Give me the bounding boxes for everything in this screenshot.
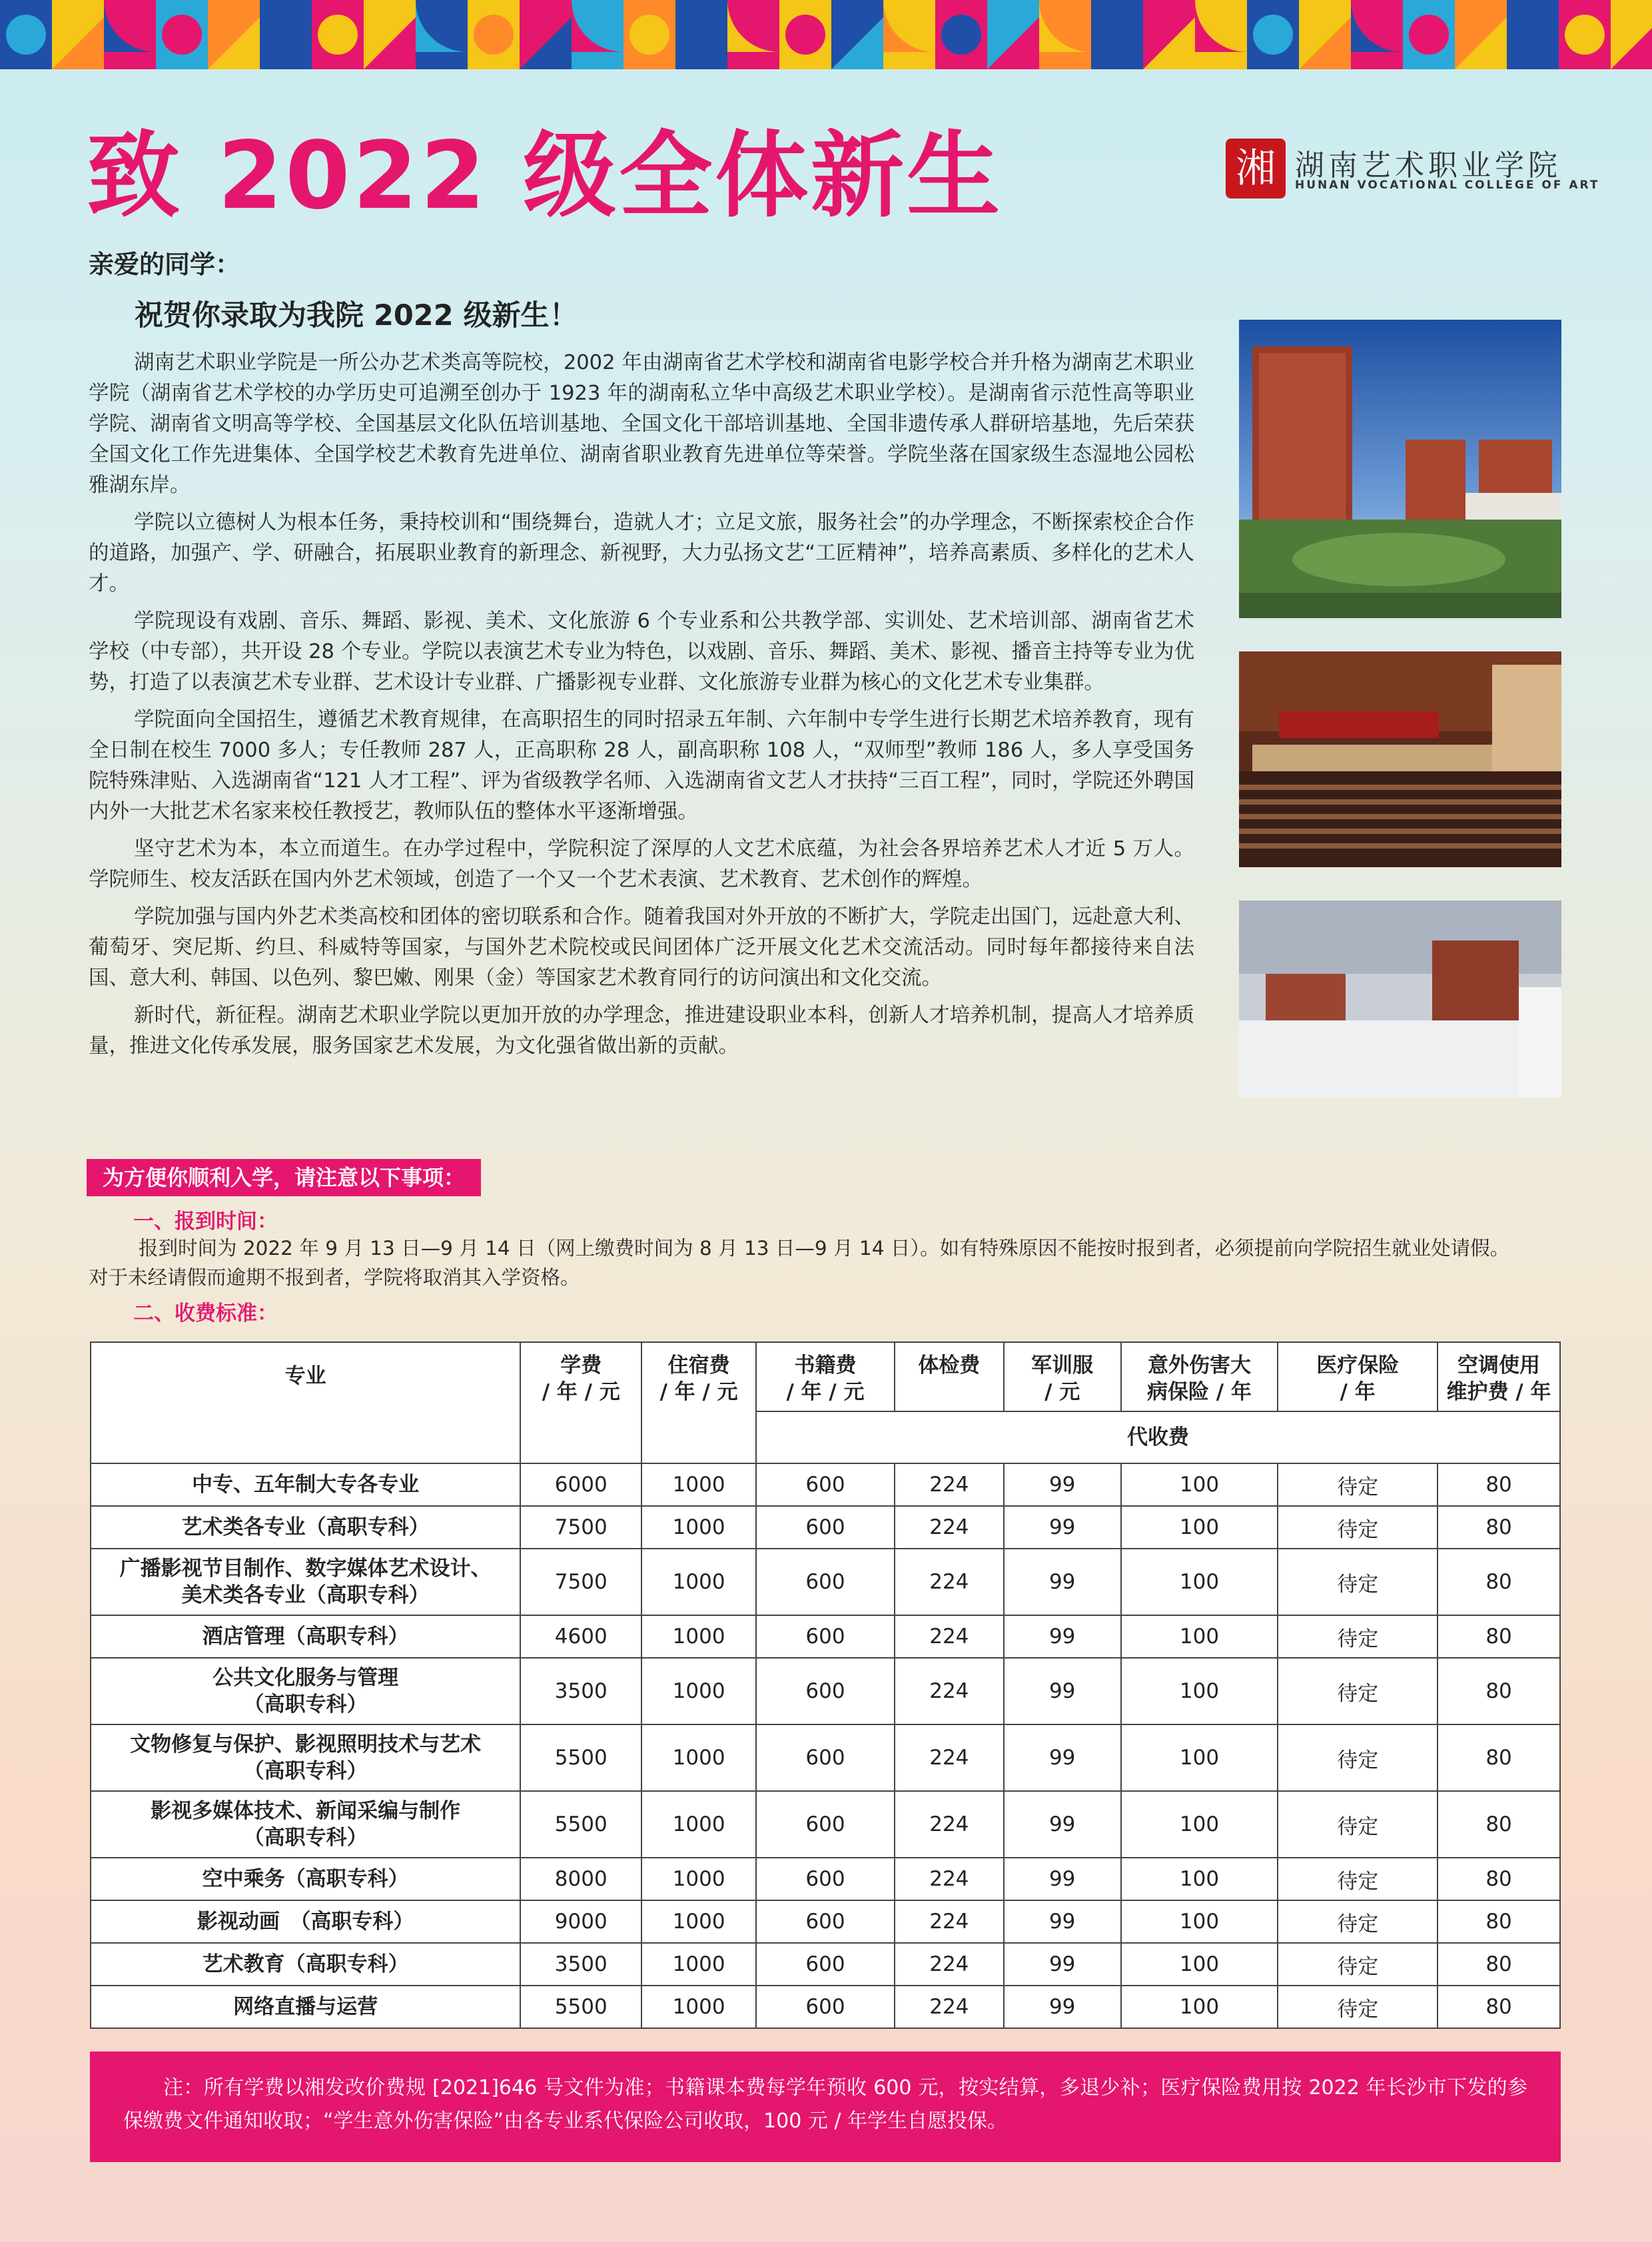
cell-books: 600	[756, 1791, 895, 1858]
cell-major	[91, 1943, 520, 1986]
cell-accident-insurance: 100	[1121, 1900, 1278, 1943]
registration-text	[89, 1234, 1574, 1292]
section-title-fees: 二、收费标准：	[133, 1302, 278, 1325]
major-line: 广播影视节目制作、数字媒体艺术设计、	[119, 1557, 492, 1581]
major-line: 中专、五年制大专各专业	[192, 1473, 420, 1497]
major-line: 文物修复与保护、影视照明技术与艺术	[130, 1732, 482, 1756]
cell-major	[91, 1506, 520, 1549]
header-line: / 年 / 元	[659, 1380, 738, 1404]
cell-medical-exam: 224	[895, 1724, 1004, 1791]
cell-health-insurance: 待定	[1278, 1791, 1438, 1858]
cell-accident-insurance: 100	[1121, 1615, 1278, 1658]
major-line: （高职专科）	[243, 1759, 368, 1783]
table-row	[91, 1791, 1560, 1858]
registration-line: 对于未经请假而逾期不报到者，学院将取消其入学资格。	[89, 1266, 580, 1289]
table-row	[91, 1943, 1560, 1986]
cell-books: 600	[756, 1615, 895, 1658]
cell-ac-fee: 80	[1438, 1549, 1560, 1615]
cell-uniform: 99	[1004, 1858, 1121, 1900]
paragraph: 学院现设有戏剧、音乐、舞蹈、影视、美术、文化旅游 6 个专业系和公共教学部、实训处、艺术培训部、湖南省艺术学校（中专部），共开设 28 个专业。学院以表演艺术专业为特色，以戏剧、音乐、舞蹈、美术、影视、播音主持等专业为优势，打造了以表演艺术专业群、艺术设计专业群、广播影视专业群、文化旅游专业群为核心的文化艺术专业集群。	[89, 609, 1194, 694]
header-line: 维护费 / 年	[1446, 1380, 1551, 1404]
cell-accident-insurance: 100	[1121, 1943, 1278, 1986]
paragraph: 学院面向全国招生，遵循艺术教育规律，在高职招生的同时招录五年制、六年制中专学生进行长期艺术培养教育，现有全日制在校生 7000 多人；专任教师 287 人，正高职称 28 人，副高职称 108 人，“双师型”教师 186 人，多人享受国务院特殊津贴、入选湖南省“121 人才工程”、评为省级教学名师、入选湖南省文艺人才扶持“三百工程”，同时，学院还外聘国内外一大批艺术名家来校任教授艺，教师队伍的整体水平逐渐增强。	[89, 708, 1194, 823]
cell-ac-fee: 80	[1438, 1463, 1560, 1506]
cell-dorm: 1000	[641, 1858, 756, 1900]
major-line: （高职专科）	[243, 1826, 368, 1850]
cell-ac-fee: 80	[1438, 1943, 1560, 1986]
header-health-insurance	[1278, 1342, 1438, 1411]
header-tuition	[520, 1342, 641, 1463]
cell-dorm: 1000	[641, 1549, 756, 1615]
cell-ac-fee: 80	[1438, 1615, 1560, 1658]
cell-tuition: 3500	[520, 1943, 641, 1986]
cell-uniform: 99	[1004, 1900, 1121, 1943]
cell-books: 600	[756, 1549, 895, 1615]
cell-uniform: 99	[1004, 1724, 1121, 1791]
header-line: 医疗保险	[1316, 1353, 1400, 1377]
header-accident-insurance	[1121, 1342, 1278, 1411]
cell-major	[91, 1900, 520, 1943]
header-line: / 年 / 元	[542, 1380, 620, 1404]
cell-accident-insurance: 100	[1121, 1463, 1278, 1506]
seal-icon: 湘	[1226, 139, 1286, 198]
table-row	[91, 1658, 1560, 1724]
table-row	[91, 1549, 1560, 1615]
cell-major	[91, 1658, 520, 1724]
cell-health-insurance: 待定	[1278, 1463, 1438, 1506]
cell-dorm: 1000	[641, 1506, 756, 1549]
campus-photo-buildings	[1239, 320, 1561, 618]
cell-books: 600	[756, 1900, 895, 1943]
cell-medical-exam: 224	[895, 1986, 1004, 2028]
cell-major	[91, 1615, 520, 1658]
major-line: 网络直播与运营	[233, 1995, 378, 2019]
cell-tuition: 7500	[520, 1549, 641, 1615]
campus-photo-snow	[1239, 901, 1561, 1098]
cell-tuition: 7500	[520, 1506, 641, 1549]
cell-medical-exam: 224	[895, 1858, 1004, 1900]
cell-dorm: 1000	[641, 1986, 756, 2028]
major-line: 影视动画 （高职专科）	[197, 1910, 414, 1934]
notice-banner: 为方便你顺利入学，请注意以下事项：	[87, 1159, 481, 1196]
fee-note: 注：所有学费以湘发改价费规 [2021]646 号文件为准；书籍课本费每学年预收 600 元，按实结算，多退少补；医疗保险费用按 2022 年长沙市下发的参保缴费文件通知收取；“学生意外伤害保险”由各专业系代保险公司收取，100 元 / 年学生自愿投保。	[90, 2052, 1561, 2162]
cell-health-insurance: 待定	[1278, 1986, 1438, 2028]
campus-photo-auditorium	[1239, 651, 1561, 867]
cell-dorm: 1000	[641, 1615, 756, 1658]
table-row	[91, 1900, 1560, 1943]
cell-tuition: 3500	[520, 1658, 641, 1724]
congratulations-line: 祝贺你录取为我院 2022 级新生！	[135, 299, 578, 332]
header-books	[756, 1342, 895, 1411]
cell-tuition: 5500	[520, 1986, 641, 2028]
cell-uniform: 99	[1004, 1615, 1121, 1658]
cell-dorm: 1000	[641, 1943, 756, 1986]
cell-major	[91, 1549, 520, 1615]
cell-medical-exam: 224	[895, 1900, 1004, 1943]
page-title: 致 2022 级全体新生	[87, 122, 1003, 230]
cell-books: 600	[756, 1724, 895, 1791]
table-row	[91, 1506, 1560, 1549]
header-line: 学费	[560, 1353, 602, 1377]
cell-tuition: 8000	[520, 1858, 641, 1900]
cell-medical-exam: 224	[895, 1463, 1004, 1506]
major-line: 公共文化服务与管理	[212, 1666, 399, 1690]
cell-health-insurance: 待定	[1278, 1615, 1438, 1658]
cell-books: 600	[756, 1858, 895, 1900]
cell-major	[91, 1791, 520, 1858]
cell-medical-exam: 224	[895, 1506, 1004, 1549]
cell-accident-insurance: 100	[1121, 1858, 1278, 1900]
cell-books: 600	[756, 1986, 895, 2028]
major-line: 艺术类各专业（高职专科）	[181, 1515, 430, 1539]
cell-accident-insurance: 100	[1121, 1506, 1278, 1549]
major-line: 艺术教育（高职专科）	[202, 1952, 409, 1976]
letter-body	[89, 348, 1194, 1068]
cell-accident-insurance: 100	[1121, 1791, 1278, 1858]
table-row	[91, 1986, 1560, 2028]
cell-medical-exam: 224	[895, 1943, 1004, 1986]
major-line: （高职专科）	[243, 1692, 368, 1716]
table-row	[91, 1858, 1560, 1900]
header-line: 体检费	[918, 1353, 981, 1377]
header-ac-fee	[1438, 1342, 1560, 1411]
cell-dorm: 1000	[641, 1791, 756, 1858]
major-line: 美术类各专业（高职专科）	[181, 1583, 430, 1607]
cell-medical-exam: 224	[895, 1791, 1004, 1858]
header-line: 病保险 / 年	[1147, 1380, 1252, 1404]
header-uniform	[1004, 1342, 1121, 1411]
greeting: 亲爱的同学：	[89, 250, 241, 279]
header-dorm	[641, 1342, 756, 1463]
cell-ac-fee: 80	[1438, 1986, 1560, 2028]
cell-tuition: 6000	[520, 1463, 641, 1506]
cell-major	[91, 1463, 520, 1506]
cell-ac-fee: 80	[1438, 1858, 1560, 1900]
paragraph: 坚守艺术为本，本立而道生。在办学过程中，学院积淀了深厚的人文艺术底蕴，为社会各界培养艺术人才近 5 万人。学院师生、校友活跃在国内外艺术领域，创造了一个又一个艺术表演、艺术教育、艺术创作的辉煌。	[89, 837, 1194, 891]
table-row	[91, 1724, 1560, 1791]
cell-health-insurance: 待定	[1278, 1858, 1438, 1900]
cell-ac-fee: 80	[1438, 1724, 1560, 1791]
cell-dorm: 1000	[641, 1463, 756, 1506]
registration-line: 报到时间为 2022 年 9 月 13 日—9 月 14 日（网上缴费时间为 8 月 13 日—9 月 14 日）。如有特殊原因不能按时报到者，必须提前向学院招生就业处请假。	[139, 1237, 1510, 1260]
header-line: / 年 / 元	[786, 1380, 865, 1404]
college-logo	[1226, 139, 1600, 198]
cell-major	[91, 1724, 520, 1791]
cell-dorm: 1000	[641, 1658, 756, 1724]
cell-uniform: 99	[1004, 1463, 1121, 1506]
cell-ac-fee: 80	[1438, 1791, 1560, 1858]
cell-ac-fee: 80	[1438, 1506, 1560, 1549]
cell-health-insurance: 待定	[1278, 1658, 1438, 1724]
logo-chinese-name: 湖南艺术职业学院	[1295, 149, 1561, 183]
cell-tuition: 5500	[520, 1724, 641, 1791]
header-collected-fees: 代收费	[756, 1411, 1560, 1463]
major-line: 酒店管理（高职专科）	[202, 1625, 409, 1649]
cell-tuition: 9000	[520, 1900, 641, 1943]
cell-health-insurance: 待定	[1278, 1943, 1438, 1986]
cell-medical-exam: 224	[895, 1658, 1004, 1724]
paragraph: 湖南艺术职业学院是一所公办艺术类高等院校，2002 年由湖南省艺术学校和湖南省电影学校合并升格为湖南艺术职业学院（湖南省艺术学校的办学历史可追溯至创办于 1923 年的湖南私立华中高级艺术职业学校）。是湖南省示范性高等职业学院、湖南省文明高等学校、全国基层文化队伍培训基地、全国文化干部培训基地、全国非遗传承人群研培基地，先后荣获全国文化工作先进集体、全国学校艺术教育先进单位、湖南省职业教育先进单位等荣誉。学院坐落在国家级生态湿地公园松雅湖东岸。	[89, 351, 1194, 497]
cell-uniform: 99	[1004, 1986, 1121, 2028]
header-major: 专业	[91, 1342, 520, 1463]
cell-major	[91, 1986, 520, 2028]
cell-accident-insurance: 100	[1121, 1986, 1278, 2028]
cell-dorm: 1000	[641, 1724, 756, 1791]
table-row	[91, 1463, 1560, 1506]
section-title-registration: 一、报到时间：	[133, 1210, 278, 1234]
fee-table	[90, 1341, 1561, 2029]
decorative-banner	[0, 0, 1652, 69]
cell-ac-fee: 80	[1438, 1658, 1560, 1724]
cell-uniform: 99	[1004, 1943, 1121, 1986]
header-medical-exam	[895, 1342, 1004, 1411]
logo-english-name: HUNAN VOCATIONAL COLLEGE OF ART	[1295, 179, 1600, 192]
table-row	[91, 1615, 1560, 1658]
header-line: 书籍费	[794, 1353, 857, 1377]
header-line: 意外伤害大	[1147, 1353, 1251, 1377]
paragraph: 学院以立德树人为根本任务，秉持校训和“围绕舞台，造就人才；立足文旅，服务社会”的办学理念，不断探索校企合作的道路，加强产、学、研融合，拓展职业教育的新理念、新视野，大力弘扬文艺“工匠精神”，培养高素质、多样化的艺术人才。	[89, 511, 1194, 595]
cell-accident-insurance: 100	[1121, 1658, 1278, 1724]
cell-dorm: 1000	[641, 1900, 756, 1943]
cell-accident-insurance: 100	[1121, 1549, 1278, 1615]
header-line: / 年	[1340, 1380, 1376, 1404]
paragraph: 新时代，新征程。湖南艺术职业学院以更加开放的办学理念，推进建设职业本科，创新人才培养机制，提高人才培养质量，推进文化传承发展，服务国家艺术发展，为文化强省做出新的贡献。	[89, 1004, 1194, 1058]
cell-accident-insurance: 100	[1121, 1724, 1278, 1791]
cell-medical-exam: 224	[895, 1615, 1004, 1658]
cell-uniform: 99	[1004, 1658, 1121, 1724]
major-line: 空中乘务（高职专科）	[202, 1867, 409, 1891]
cell-books: 600	[756, 1463, 895, 1506]
paragraph: 学院加强与国内外艺术类高校和团体的密切联系和合作。随着我国对外开放的不断扩大，学院走出国门，远赴意大利、葡萄牙、突尼斯、约旦、科威特等国家，与国外艺术院校或民间团体广泛开展文化艺术交流活动。同时每年都接待来自法国、意大利、韩国、以色列、黎巴嫩、刚果（金）等国家艺术教育同行的访问演出和文化交流。	[89, 905, 1194, 990]
header-line: 住宿费	[667, 1353, 730, 1377]
header-line: 空调使用	[1457, 1353, 1541, 1377]
cell-uniform: 99	[1004, 1549, 1121, 1615]
cell-health-insurance: 待定	[1278, 1900, 1438, 1943]
cell-uniform: 99	[1004, 1791, 1121, 1858]
header-line: 军训服	[1031, 1353, 1094, 1377]
cell-health-insurance: 待定	[1278, 1549, 1438, 1615]
major-line: 影视多媒体技术、新闻采编与制作	[151, 1799, 461, 1823]
cell-tuition: 5500	[520, 1791, 641, 1858]
cell-health-insurance: 待定	[1278, 1724, 1438, 1791]
cell-major	[91, 1858, 520, 1900]
cell-books: 600	[756, 1506, 895, 1549]
cell-books: 600	[756, 1943, 895, 1986]
cell-ac-fee: 80	[1438, 1900, 1560, 1943]
cell-uniform: 99	[1004, 1506, 1121, 1549]
cell-tuition: 4600	[520, 1615, 641, 1658]
cell-medical-exam: 224	[895, 1549, 1004, 1615]
cell-books: 600	[756, 1658, 895, 1724]
cell-health-insurance: 待定	[1278, 1506, 1438, 1549]
header-line: / 元	[1044, 1380, 1080, 1404]
